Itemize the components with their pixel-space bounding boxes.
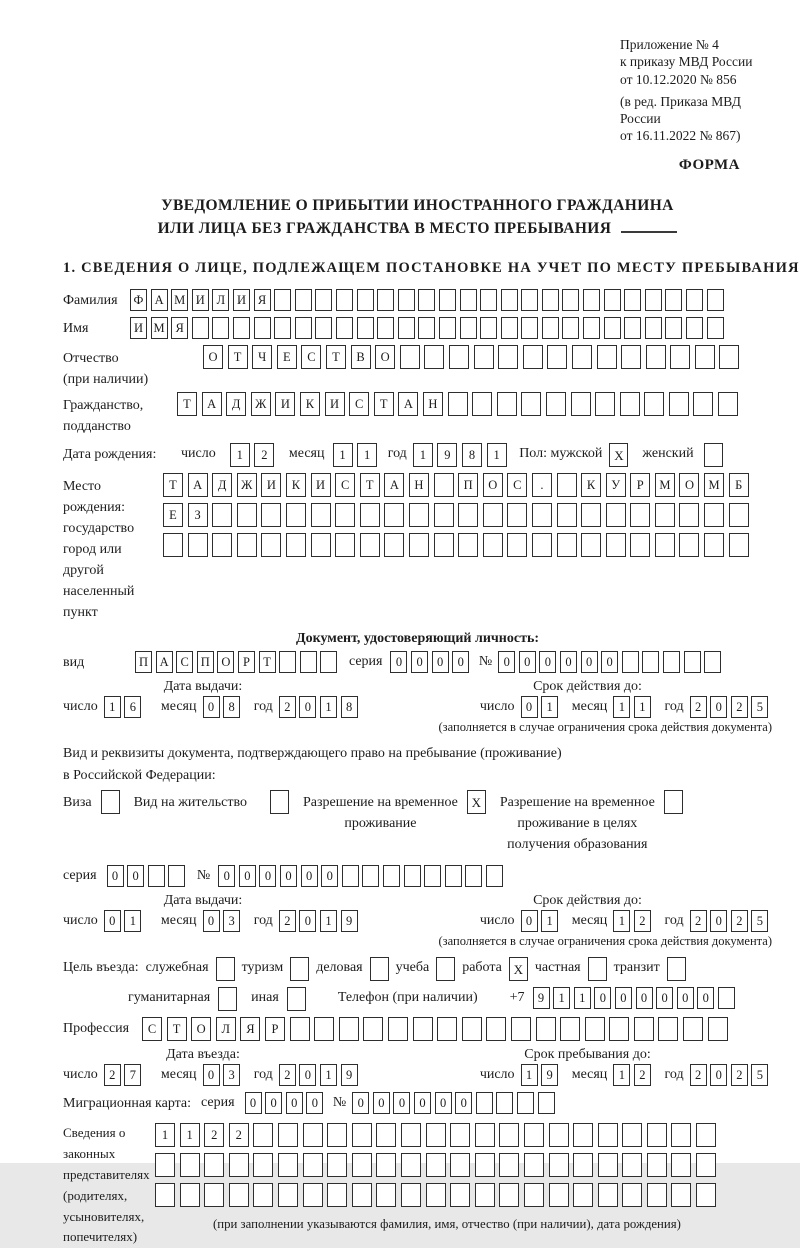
doc-kind-label: вид [63,655,85,671]
purpose-private-checkbox[interactable] [588,957,607,981]
series-label: серия [201,1095,235,1111]
temp-residence-edu-option [500,790,683,855]
phone-cells[interactable]: 9 1 1 0 0 0 0 0 0 [533,987,739,1009]
sex-female-label: женский [642,446,694,462]
entry-year-cells[interactable]: 2 0 1 9 [279,1064,361,1086]
birth-year-cells[interactable]: 1 9 8 1 [413,443,511,467]
representatives-cells-block [155,1120,721,1248]
birthplace-line1-cells[interactable]: Т А Д Ж И К И С Т А Н П О С . К У Р М О М Б [163,473,753,497]
citizenship-cells[interactable]: Т А Д Ж И К И С Т А Н [177,392,743,416]
stay-until-col: Срок пребывания до: число 1 9 месяц 1 2 год 2 0 2 5 [403,1047,772,1086]
permit-intro: Вид и реквизиты документа, подтверждающего право на пребывание (проживание) в Российской Федерации: [63,746,562,783]
representatives-line3-cells[interactable] [155,1183,721,1207]
issue-date-label: Дата выдачи: [163,679,243,695]
id-doc-row [63,651,772,673]
number-sign: № [478,654,493,670]
valid-until-label: Срок действия до: [533,679,642,695]
permit-valid-month-cells[interactable]: 1 2 [613,910,654,932]
stay-until-label: Срок пребывания до: [524,1047,651,1063]
birthplace-cells-block [163,473,753,557]
entry-date-label: Дата въезда: [166,1047,240,1063]
sex-male-checkbox[interactable]: X [609,443,628,467]
entry-date-col: Дата въезда: число 2 7 месяц 0 3 год 2 0 1 9 [63,1047,403,1086]
visa-label: Виза [63,795,92,811]
valid-note: (заполняется в случае ограничения срока действия документа) [438,720,772,735]
entry-day-cells[interactable]: 2 7 [104,1064,145,1086]
section1-heading: 1. СВЕДЕНИЯ О ЛИЦЕ, ПОДЛЕЖАЩЕМ ПОСТАНОВКЕ НА УЧЕТ ПО МЕСТУ ПРЕБЫВАНИЯ [63,260,800,277]
id-doc-heading: Документ, удостоверяющий личность: [295,631,540,647]
number-sign: № [196,868,211,884]
birth-month-cells[interactable]: 1 1 [333,443,382,467]
representatives-line2-cells[interactable] [155,1153,721,1177]
number-sign: № [332,1095,347,1111]
representatives-block [63,1120,772,1248]
edition-line: от 16.11.2022 № 867) [620,128,741,144]
residence-permit-option [134,790,289,814]
id-valid-month-cells[interactable]: 1 1 [613,696,654,718]
stay-month-cells[interactable]: 1 2 [613,1064,654,1086]
representatives-label: Сведения о законных представителях (родителях, усыновителях, попечителях) [63,1125,150,1245]
appendix-reference [620,36,772,145]
purpose-other-checkbox[interactable] [287,987,306,1011]
form-title-line1: УВЕДОМЛЕНИЕ О ПРИБЫТИИ ИНОСТРАННОГО ГРАЖДАНИНА [161,196,674,214]
profession-row [63,1017,772,1041]
id-issue-year-cells[interactable]: 2 0 1 8 [279,696,361,718]
surname-cells[interactable]: Ф А М И Л И Я [130,289,727,311]
migration-card-label: Миграционная карта: [63,1096,192,1112]
stay-day-cells[interactable]: 1 9 [521,1064,562,1086]
citizenship-label: Гражданство, подданство [63,398,144,435]
birth-day-cells[interactable]: 1 2 [230,443,279,467]
purpose-study-label: учеба [395,960,430,976]
patronymic-label: Отчество (при наличии) [63,351,149,388]
purpose-official-label: служебная [145,960,209,976]
permit-series-row [63,865,772,887]
purpose-row2 [128,987,772,1011]
citizenship-row [63,392,772,437]
permit-valid-col: Срок действия до: число 0 1 месяц 1 2 год 2 0 2 5 (заполняется в случае ограничения срока действия документа) [403,893,772,949]
purpose-business-label: деловая [316,960,363,976]
stay-year-cells[interactable]: 2 0 2 5 [690,1064,772,1086]
birthplace-line3-cells[interactable] [163,533,753,557]
given-name-row [63,317,772,339]
entry-dates-row [63,1047,772,1086]
purpose-tourism-label: туризм [241,960,284,976]
id-doc-dates-row [63,679,772,735]
sex-female-checkbox[interactable] [704,443,723,467]
purpose-other-label: иная [251,990,279,1006]
phone-prefix: +7 [509,990,525,1006]
patronymic-row [63,345,772,390]
birth-date-label: Дата рождения: [63,447,157,463]
id-issue-col: Дата выдачи: число 1 6 месяц 0 8 год 2 0 1 8 [63,679,403,735]
purpose-work-label: работа [462,960,502,976]
entry-month-cells[interactable]: 0 3 [203,1064,244,1086]
permit-issue-year-cells[interactable]: 2 0 1 9 [279,910,361,932]
permit-issue-col: Дата выдачи: число 0 1 месяц 0 3 год 2 0 1 9 [63,893,403,949]
migcard-series-cells[interactable]: 0 0 0 0 [245,1092,327,1114]
surname-row [63,289,772,311]
series-label: серия [348,654,383,670]
profession-cells[interactable]: С Т О Л Я Р [142,1017,732,1041]
temp-residence-checkbox[interactable]: X [467,790,486,814]
series-label: серия [63,868,97,884]
permit-series-cells[interactable]: 0 0 [107,865,189,887]
visa-checkbox[interactable] [101,790,120,814]
migcard-number-cells[interactable]: 0 0 0 0 0 0 [352,1092,558,1114]
edition-line: (в ред. Приказа МВД России [620,93,741,127]
purpose-humanitarian-label: гуманитарная [128,990,211,1006]
appendix-line: от 10.12.2020 № 856 [620,71,737,87]
id-valid-day-cells[interactable]: 0 1 [521,696,562,718]
id-issue-day-cells[interactable]: 1 6 [104,696,145,718]
id-doc-number-cells[interactable]: 0 0 0 0 0 0 [498,651,725,673]
id-valid-col: Срок действия до: число 0 1 месяц 1 1 год 2 0 2 5 (заполняется в случае ограничения срока действия документа) [403,679,772,735]
forma-label: ФОРМА [678,156,740,173]
id-doc-series-cells[interactable]: 0 0 0 0 [390,651,472,673]
residence-permit-label: Вид на жительство [133,795,247,811]
permit-number-cells[interactable]: 0 0 0 0 0 0 [218,865,506,887]
purpose-tourism-checkbox[interactable] [290,957,309,981]
permit-issue-day-cells[interactable]: 0 1 [104,910,145,932]
day-label: число [181,446,216,462]
birthplace-row [63,473,772,623]
birth-date-row [63,443,772,467]
purpose-private-label: частная [534,960,581,976]
temp-residence-edu-label: Разрешение на временное проживание в целях получения образования [499,795,655,853]
temp-residence-option [303,790,486,834]
doc-kind-cells[interactable]: П А С П О Р Т [135,651,341,673]
valid-note: (заполняется в случае ограничения срока действия документа) [438,934,772,949]
purpose-work-checkbox[interactable]: X [509,957,528,981]
permit-valid-day-cells[interactable]: 0 1 [521,910,562,932]
phone-label: Телефон (при наличии) [337,990,478,1006]
given-name-cells[interactable]: И М Я [130,317,727,339]
month-label: месяц [288,446,325,462]
permit-valid-year-cells[interactable]: 2 0 2 5 [690,910,772,932]
birthplace-label: Место рождения: государство город или другой населенный пункт [63,479,135,621]
given-name-label: Имя [63,321,89,337]
profession-label: Профессия [63,1021,130,1037]
representatives-line1-cells[interactable]: 1 1 2 2 [155,1123,721,1147]
purpose-transit-checkbox[interactable] [667,957,686,981]
appendix-line: к приказу МВД России [620,54,753,70]
purpose-transit-label: транзит [613,960,660,976]
purpose-humanitarian-checkbox[interactable] [218,987,237,1011]
representatives-note: (при заполнении указываются фамилия, имя, отчество (при наличии), дата рождения) [213,1217,681,1232]
id-valid-year-cells[interactable]: 2 0 2 5 [690,696,772,718]
residence-permit-checkbox[interactable] [270,790,289,814]
surname-label: Фамилия [63,293,118,309]
purpose-study-checkbox[interactable] [436,957,455,981]
sex-male-label: Пол: мужской [519,446,603,462]
temp-residence-edu-checkbox[interactable] [664,790,683,814]
permit-options-row [63,790,772,855]
patronymic-cells[interactable]: О Т Ч Е С Т В О [203,345,744,369]
permit-dates-row [63,893,772,949]
id-issue-month-cells[interactable]: 0 8 [203,696,244,718]
migration-card-row [63,1092,772,1114]
purpose-row [63,957,772,981]
birthplace-line2-cells[interactable]: Е З [163,503,753,527]
temp-residence-label: Разрешение на временное проживание [302,795,458,832]
title-underline [621,231,677,233]
year-label: год [387,446,407,462]
form-title [63,194,772,241]
purpose-official-checkbox[interactable] [216,957,235,981]
permit-issue-month-cells[interactable]: 0 3 [203,910,244,932]
purpose-prefix: Цель въезда: [63,960,139,976]
visa-option [63,790,120,814]
appendix-line: Приложение № 4 [620,37,719,52]
form-title-line2: ИЛИ ЛИЦА БЕЗ ГРАЖДАНСТВА В МЕСТО ПРЕБЫВАНИЯ [63,217,772,240]
purpose-business-checkbox[interactable] [370,957,389,981]
